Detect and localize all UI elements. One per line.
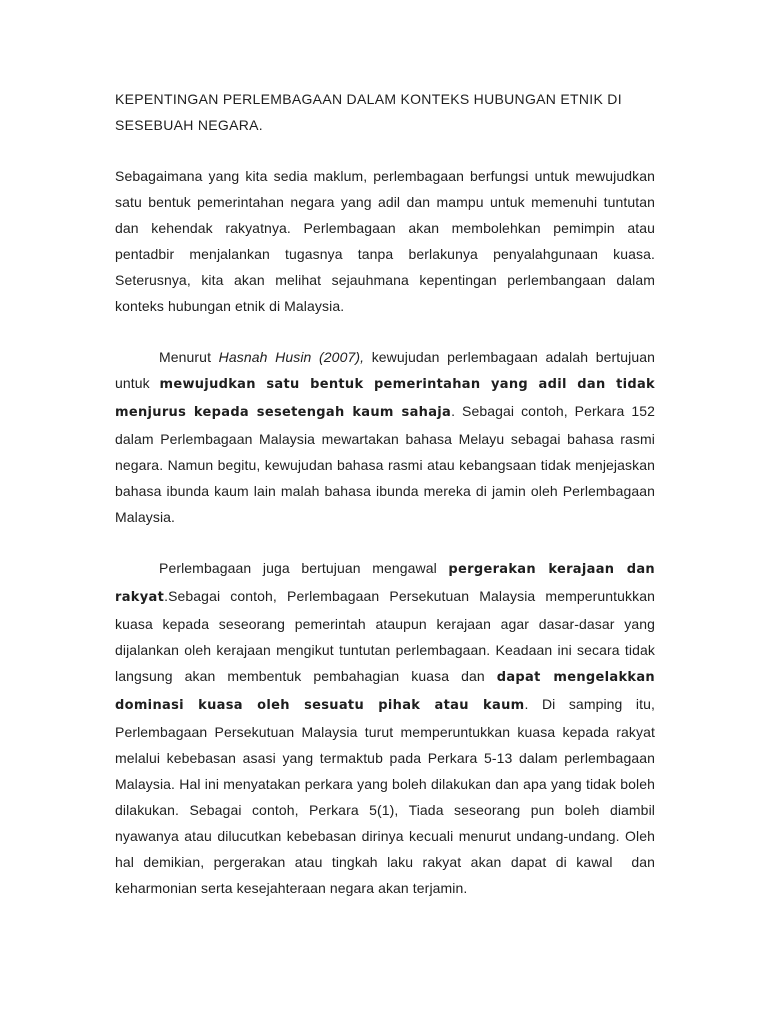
paragraph-3-text-3: . Di samping itu, Perlembagaan Persekutuan Malaysia turut memperuntukkan kuasa kepada rakyat melalui kebebasan asasi yang termaktub pada Perkara 5-13 dalam perlembagaan Malaysia. Hal ini menyatakan perkara yang boleh dilakukan dan apa yang tidak boleh dilakukan. Sebagai contoh, Perkara 5(1), Tiada seseorang pun boleh diambil nyawanya atau dilucutkan kebebasan dirinya kecuali menurut undang-undang. Oleh hal demikian, pergerakan atau tingkah laku rakyat akan dapat di kawal dan keharmonian serta kesejahteraan negara akan terjamin. xyxy=(115,696,659,896)
paragraph-3-bold-1: pergerakan kerajaan dan rakyat xyxy=(115,562,655,605)
paragraph-2-text-2: kewujudan perlembagaan adalah bertujuan untuk xyxy=(115,349,659,391)
document-title xyxy=(115,86,655,138)
paragraph-2-bold-1: mewujudkan satu bentuk pemerintahan yang adil dan tidak menjurus kepada sesetengah kaum sahaja xyxy=(115,377,655,420)
paragraph-2-text-1: Menurut xyxy=(159,349,219,365)
title-line-1: KEPENTINGAN PERLEMBAGAAN DALAM KONTEKS HUBUNGAN ETNIK DI xyxy=(115,91,622,107)
paragraph-3-text-1: Perlembagaan juga bertujuan mengawal xyxy=(159,560,449,576)
paragraph-3-text-2: .Sebagai contoh, Perlembagaan Persekutuan Malaysia memperuntukkan kuasa kepada seseorang pemerintah ataupun kerajaan agar dasar-dasar yang dijalankan oleh kerajaan mengikut tuntutan perlembagaan. Keadaan ini secara tidak langsung akan membentuk pembahagian kuasa dan xyxy=(115,588,659,684)
paragraph-3 xyxy=(115,555,659,901)
document-page xyxy=(115,86,659,926)
paragraph-1-text: Sebagaimana yang kita sedia maklum, perlembagaan berfungsi untuk mewujudkan satu bentuk pemerintahan negara yang adil dan mampu untuk memenuhi tuntutan dan kehendak rakyatnya. Perlembagaan akan membolehkan pemimpin atau pentadbir menjalankan tugasnya tanpa berlakunya penyalahgunaan kuasa. Seterusnya, kita akan melihat sejauhmana kepentingan perlembangaan dalam konteks hubungan etnik di Malaysia. xyxy=(115,168,659,314)
paragraph-2 xyxy=(115,344,659,530)
paragraph-2-text-3: . Sebagai contoh, Perkara 152 dalam Perlembagaan Malaysia mewartakan bahasa Melayu sebagai bahasa rasmi negara. Namun begitu, kewujudan bahasa rasmi atau kebangsaan tidak menjejaskan bahasa ibunda kaum lain malah bahasa ibunda mereka di jamin oleh Perlembagaan Malaysia. xyxy=(115,403,659,525)
title-line-2: SESEBUAH NEGARA. xyxy=(115,117,263,133)
paragraph-3-bold-2: dapat mengelakkan dominasi kuasa oleh sesuatu pihak atau kaum xyxy=(115,670,655,713)
paragraph-1 xyxy=(115,163,659,319)
paragraph-2-citation: Hasnah Husin (2007), xyxy=(218,349,365,365)
